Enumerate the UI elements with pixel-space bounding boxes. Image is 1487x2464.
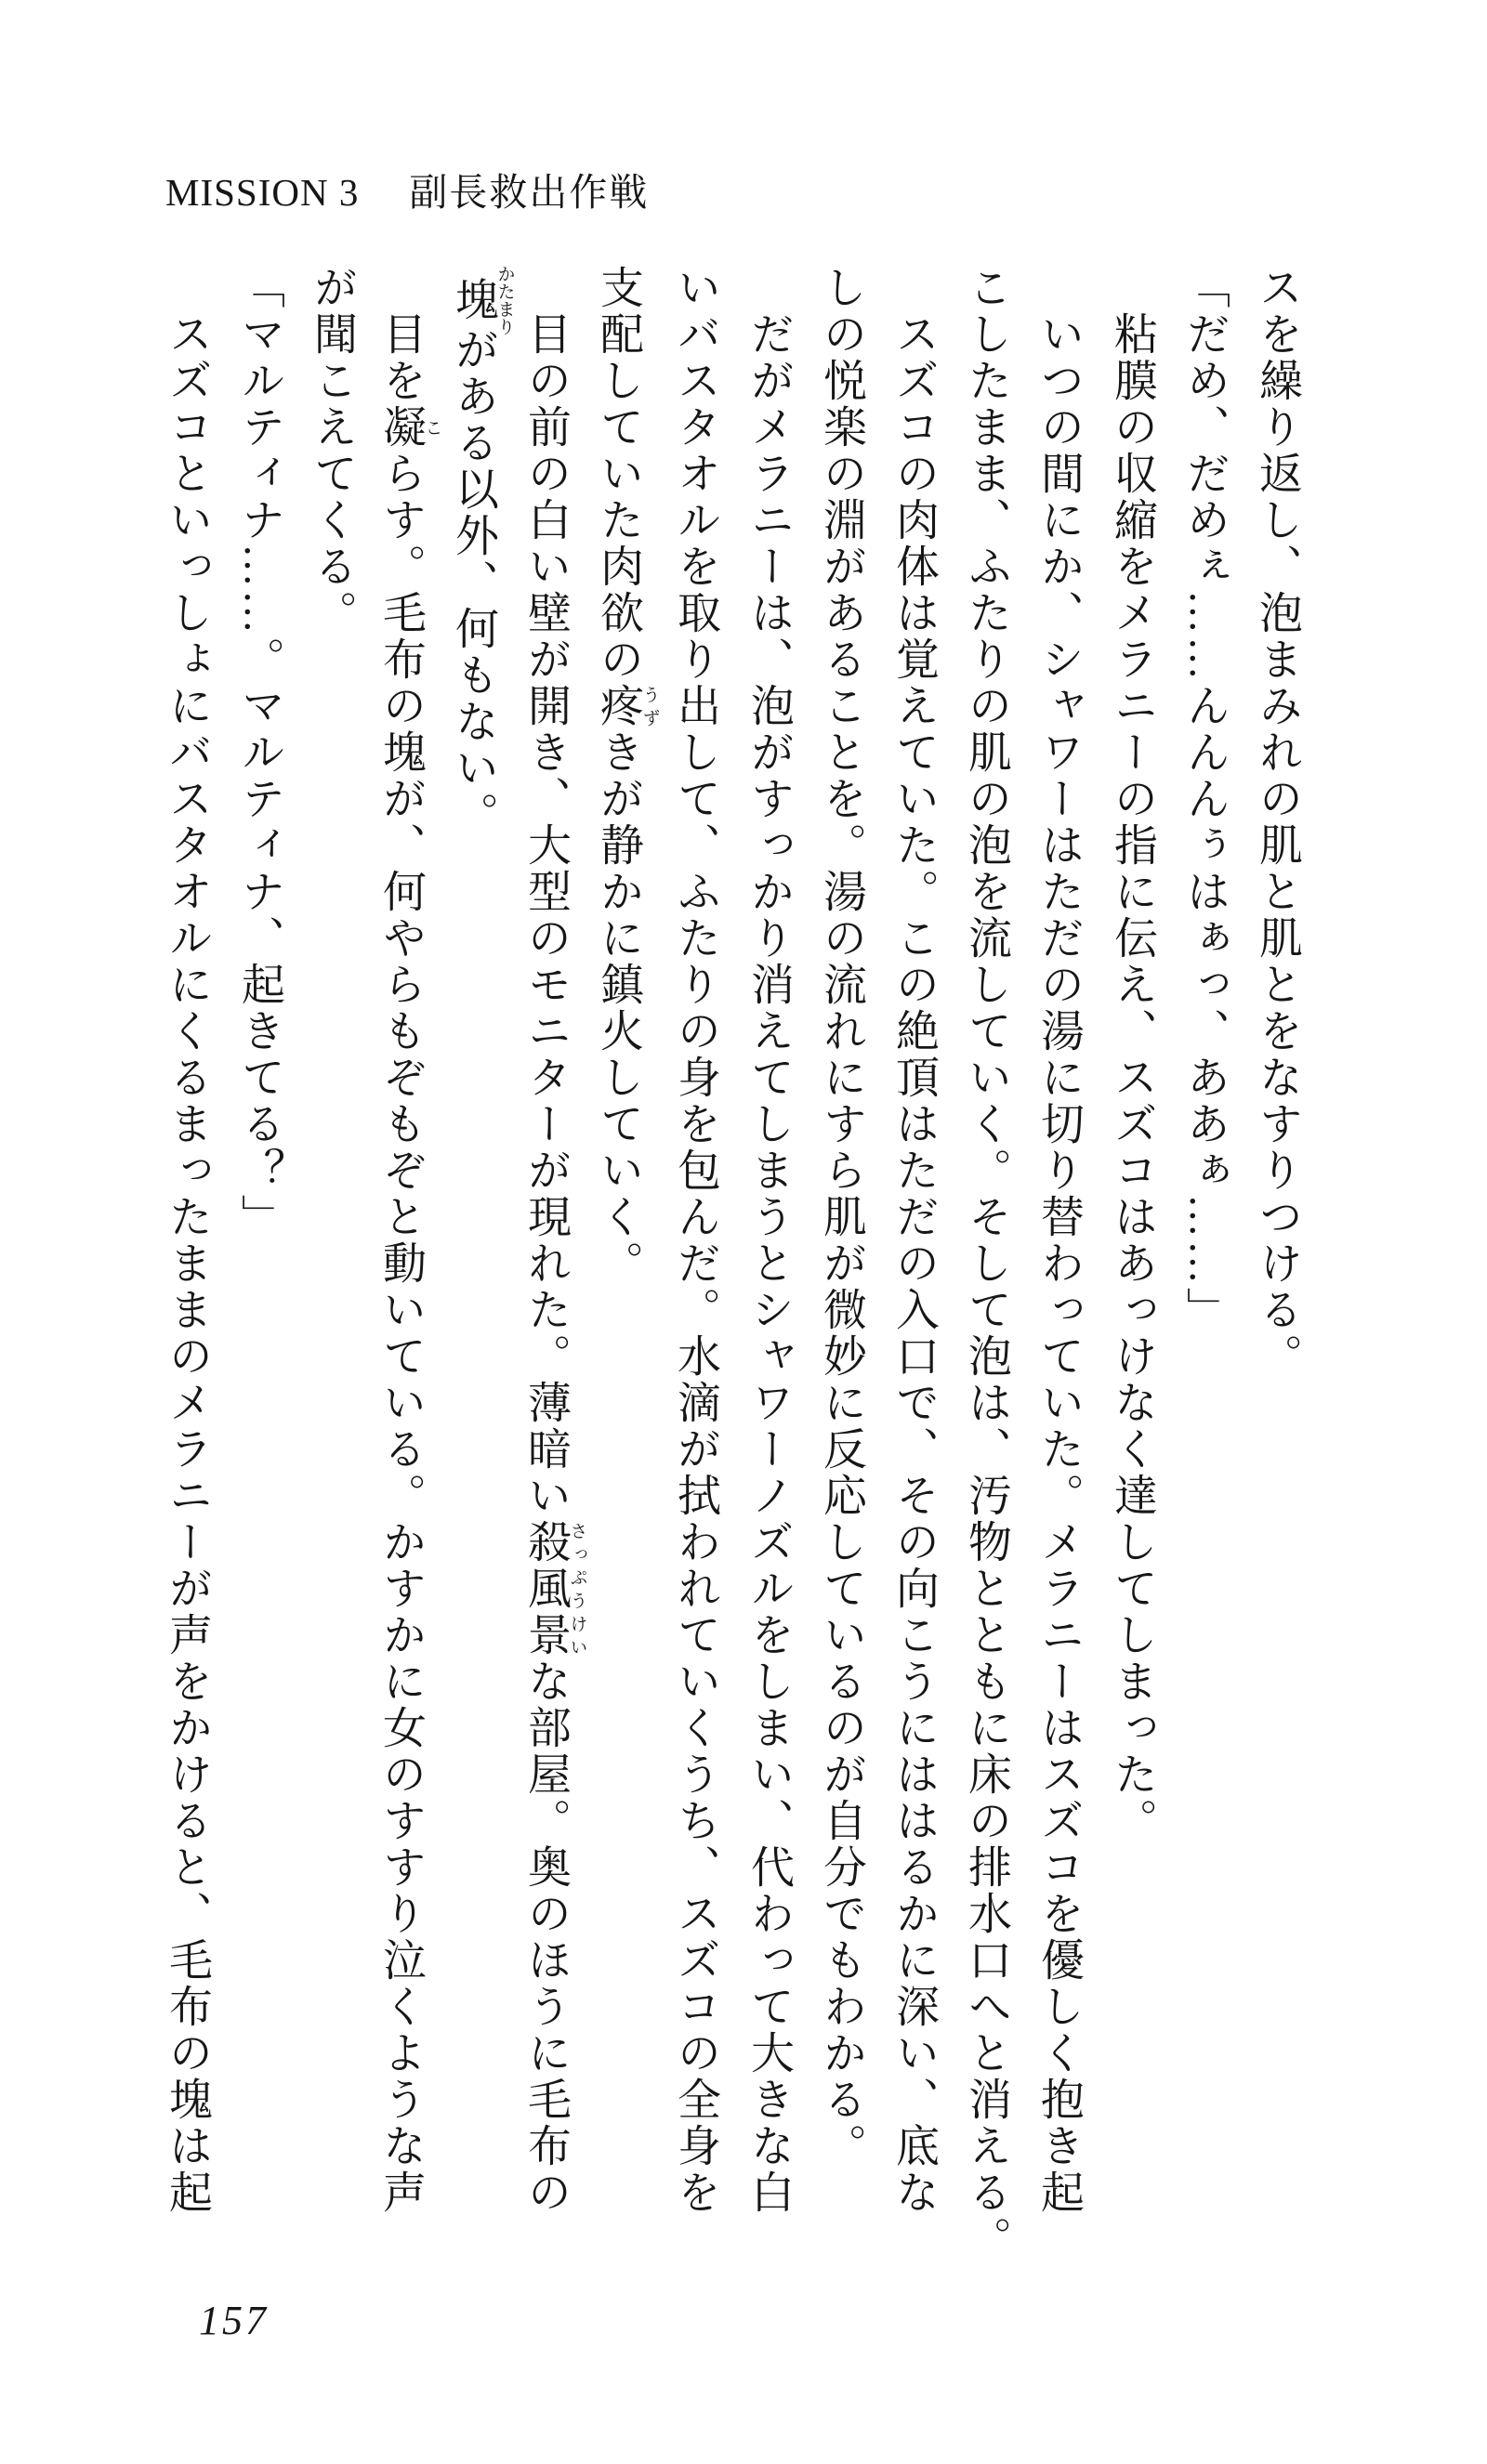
furigana-text: かたまり — [494, 265, 515, 335]
furigana-text: こ — [422, 404, 442, 451]
furigana-text: さっぷうけい — [567, 1519, 587, 1658]
furigana-base: 塊 — [449, 265, 497, 335]
text-column-10 — [586, 265, 659, 2276]
text-column-16 — [151, 265, 223, 2276]
text-run: しの悦楽の淵があることを。湯の流れにすら肌が微妙に反応しているのが自分でもわかる。 — [817, 265, 865, 2169]
page-number: 157 — [199, 2298, 269, 2343]
text-run: 粘膜の収縮をメラニーの指に伝え、スズコはあっけなく達してしまった。 — [1108, 311, 1156, 1844]
text-run: 目を — [376, 311, 425, 404]
furigana-group — [521, 1519, 587, 1658]
text-run: スズコといっしょにバスタオルにくるまったままのメラニーが声をかけると、毛布の塊は起 — [163, 311, 211, 2216]
text-column-6 — [877, 265, 950, 2276]
text-run: 支配していた肉欲の — [594, 265, 642, 683]
text-run: 「だめ、だめぇ……んんんぅはぁっ、ああぁ……」 — [1180, 265, 1229, 1333]
text-run: きが静かに鎮火していく。 — [594, 729, 642, 1287]
text-column-8 — [732, 265, 805, 2276]
furigana-base: 凝 — [376, 404, 425, 451]
text-column-14 — [296, 265, 368, 2276]
text-column-4 — [1022, 265, 1095, 2276]
text-run: が聞こえてくる。 — [308, 265, 356, 636]
text-column-9 — [659, 265, 731, 2276]
text-column-12 — [441, 265, 514, 2276]
text-run: いつの間にか、シャワーはただの湯に切り替わっていた。メラニーはスズコを優しく抱き起 — [1034, 311, 1083, 2216]
text-column-11 — [514, 265, 586, 2276]
text-run: らす。毛布の塊が、何やらもぞもぞと動いている。かすかに女のすすり泣くような声 — [376, 451, 425, 2216]
text-column-13 — [369, 265, 441, 2276]
text-run: がある以外、何もない。 — [449, 327, 497, 838]
chapter-title: 副長救出作戦 — [409, 171, 650, 214]
mission-label: MISSION 3 — [165, 171, 360, 214]
chapter-header — [165, 171, 649, 214]
text-run: いバスタオルを取り出して、ふたりの身を包んだ。水滴が拭われていくうち、スズコの全身を — [671, 265, 719, 2216]
furigana-text: うず — [639, 683, 660, 729]
furigana-base: 疼 — [594, 683, 642, 729]
text-run: 「マルティナ……。マルティナ、起きてる？」 — [235, 265, 283, 1240]
text-run: な部屋。奥のほうに毛布の — [521, 1658, 570, 2216]
furigana-base: 殺風景 — [521, 1519, 570, 1658]
furigana-group — [376, 404, 442, 451]
text-column-7 — [805, 265, 877, 2276]
text-column-1 — [1241, 265, 1313, 2276]
text-run: スを繰り返し、泡まみれの肌と肌とをなすりつける。 — [1253, 265, 1301, 1380]
text-run: だがメラニーは、泡がすっかり消えてしまうとシャワーノズルをしまい、代わって大きな白 — [744, 311, 793, 2216]
text-column-15 — [223, 265, 296, 2276]
text-run: 目の前の白い壁が開き、大型のモニターが現れた。薄暗い — [521, 311, 570, 1519]
text-run: スズコの肉体は覚えていた。この絶頂はただの入口で、その向こうにははるかに深い、底な — [889, 311, 938, 2216]
furigana-group — [449, 265, 515, 335]
furigana-group — [594, 683, 660, 729]
text-column-2 — [1168, 265, 1241, 2276]
text-run: こしたまま、ふたりの肌の泡を流していく。そして泡は、汚物とともに床の排水口へと消える。 — [962, 265, 1010, 2262]
text-column-5 — [950, 265, 1022, 2276]
text-column-3 — [1096, 265, 1168, 2276]
